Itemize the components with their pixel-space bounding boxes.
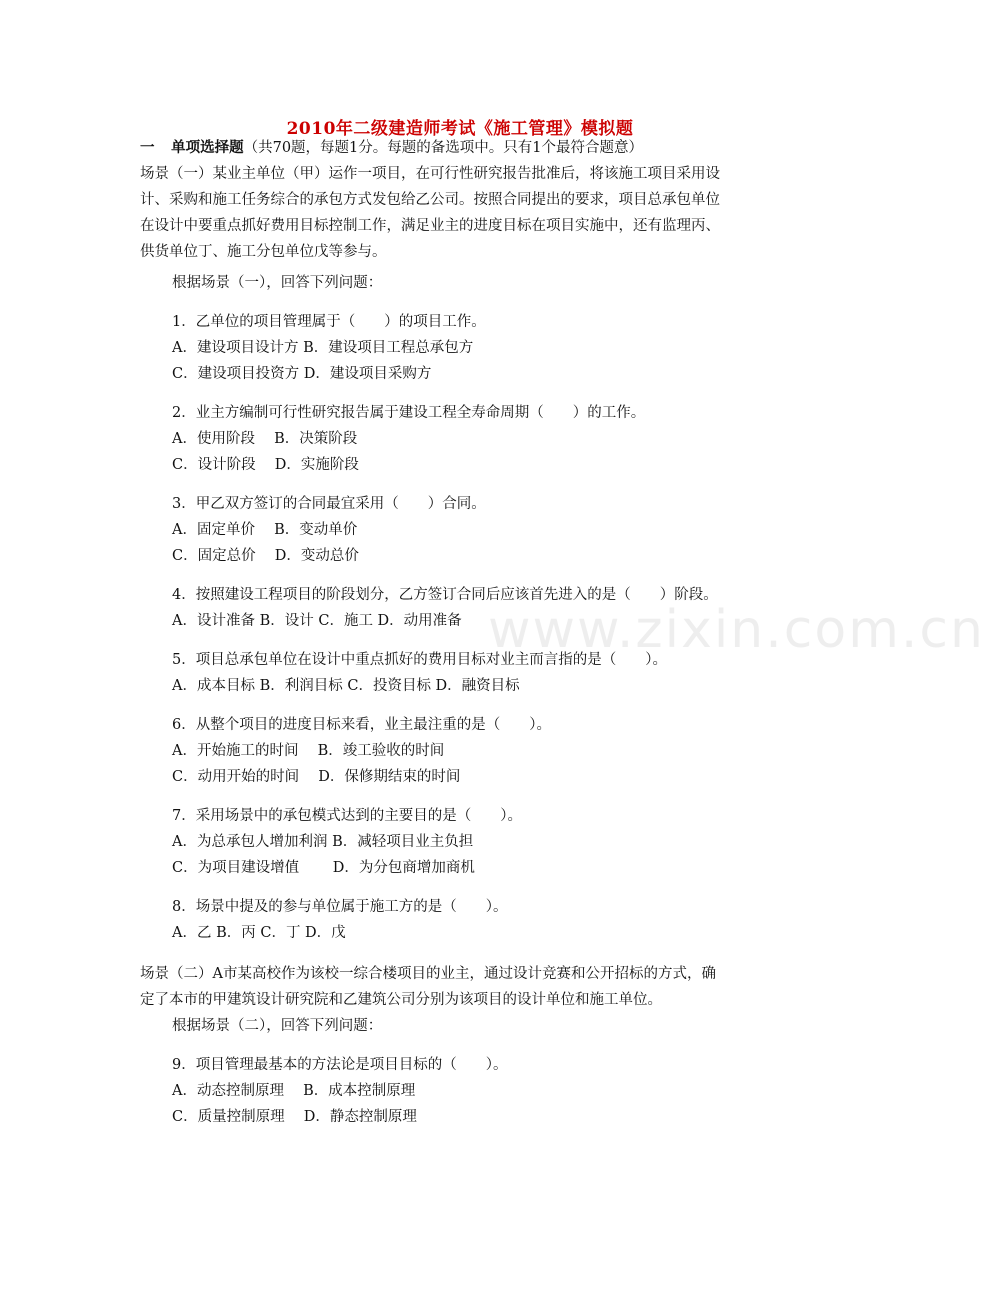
option-line: A．开始施工的时间 B．竣工验收的时间 [172,743,445,759]
option-line: A．动态控制原理 B．成本控制原理 [172,1083,416,1099]
section-note: （共70题，每题1分。每题的备选项中。只有1个最符合题意） [243,140,644,156]
answer-prompt-2: 根据场景（二），回答下列问题： [172,1018,383,1034]
question-7: 7．采用场景中的承包模式达到的主要目的是（ ）。 [172,808,522,824]
question-1: 1．乙单位的项目管理属于（ ）的项目工作。 [172,314,486,330]
watermark: www.zixin.com.cn [488,600,985,660]
option-line: A．固定单价 B．变动单价 [172,522,358,538]
option-line: C．动用开始的时间 D．保修期结束的时间 [172,769,461,785]
answer-prompt-1: 根据场景（一），回答下列问题： [172,275,383,291]
scene1-line: 场景（一）某业主单位（甲）运作一项目，在可行性研究报告批准后，将该施工项目采用设 [140,166,720,182]
option-line: A．建设项目设计方 B．建设项目工程总承包方 [172,340,474,356]
document-title: 2010年二级建造师考试《施工管理》模拟题 [286,119,634,139]
scene1-line: 计、采购和施工任务综合的承包方式发包给乙公司。按照合同提出的要求，项目总承包单位 [140,192,720,208]
question-8: 8．场景中提及的参与单位属于施工方的是（ ）。 [172,899,508,915]
option-line: C．固定总价 D．变动总价 [172,548,359,564]
option-line: A．设计准备 B．设计 C．施工 D．动用准备 [172,613,462,629]
option-line: C．质量控制原理 D．静态控制原理 [172,1109,417,1125]
question-6: 6．从整个项目的进度目标来看，业主最注重的是（ ）。 [172,717,551,733]
question-4: 4．按照建设工程项目的阶段划分，乙方签订合同后应该首先进入的是（ ）阶段。 [172,587,718,603]
option-line: C．设计阶段 D．实施阶段 [172,457,359,473]
option-line: C．为项目建设增值 D．为分包商增加商机 [172,860,475,876]
option-line: A．成本目标 B．利润目标 C．投资目标 D．融资目标 [172,678,520,694]
section-heading [140,138,643,158]
question-9: 9．项目管理最基本的方法论是项目目标的（ ）。 [172,1057,508,1073]
question-2: 2．业主方编制可行性研究报告属于建设工程全寿命周期（ ）的工作。 [172,405,646,421]
option-line: C．建设项目投资方 D．建设项目采购方 [172,366,432,382]
option-line: A．为总承包人增加利润 B．减轻项目业主负担 [172,834,474,850]
scene2-line: 定了本市的甲建筑设计研究院和乙建筑公司分别为该项目的设计单位和施工单位。 [140,992,662,1008]
question-3: 3．甲乙双方签订的合同最宜采用（ ）合同。 [172,496,486,512]
scene2-line: 场景（二）A市某高校作为该校一综合楼项目的业主，通过设计竞赛和公开招标的方式，确 [140,966,716,982]
question-5: 5．项目总承包单位在设计中重点抓好的费用目标对业主而言指的是（ ）。 [172,652,667,668]
option-line: A．乙 B．丙 C．丁 D．戊 [172,925,346,941]
scene1-line: 供货单位丁、施工分包单位戊等参与。 [140,244,387,260]
scene1-line: 在设计中要重点抓好费用目标控制工作，满足业主的进度目标在项目实施中，还有监理丙、 [140,218,720,234]
section-name: 单项选择题 [171,139,244,156]
option-line: A．使用阶段 B．决策阶段 [172,431,358,447]
section-number: 一 [140,139,155,156]
